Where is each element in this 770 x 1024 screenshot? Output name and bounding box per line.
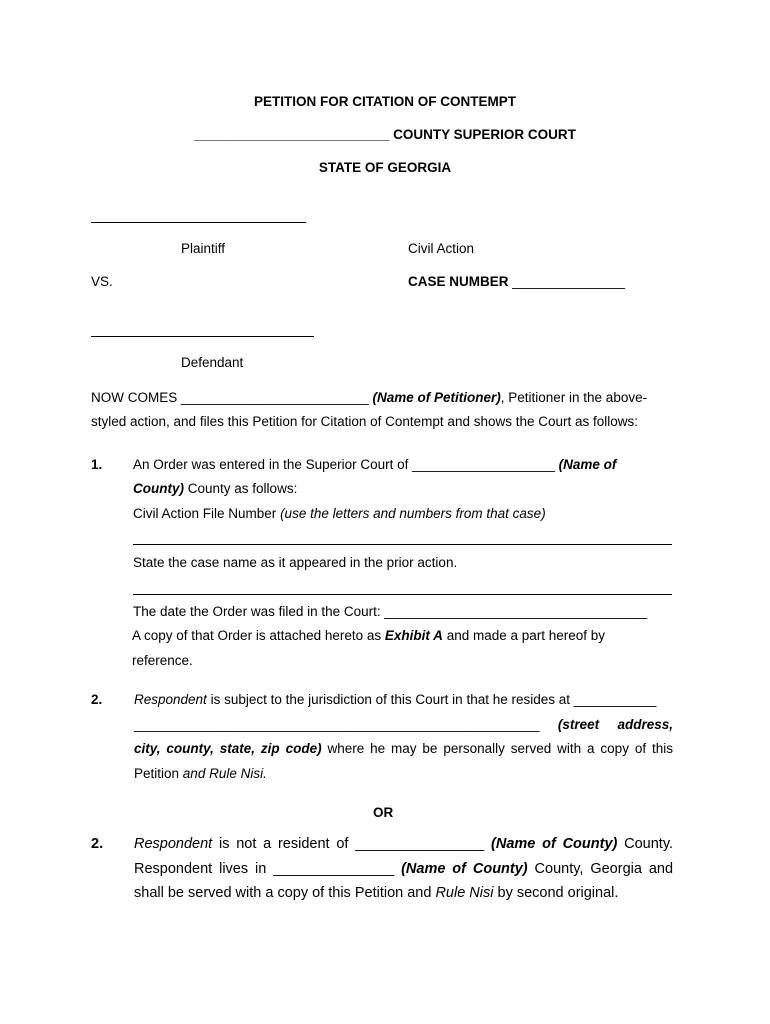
case-number-line <box>408 274 625 290</box>
residence-blank-2[interactable]: ______________________________________________________ <box>134 717 540 732</box>
name-of-petitioner: (Name of Petitioner) <box>372 390 501 405</box>
lives-in-county-blank[interactable]: _______________ <box>273 861 395 877</box>
item-2a-line-4: Petition and Rule Nisi. <box>134 766 267 781</box>
file-number-input-line[interactable] <box>133 544 672 545</box>
item-2b-number: 2. <box>91 836 104 852</box>
document-title: PETITION FOR CITATION OF CONTEMPT <box>254 94 516 109</box>
item-2a-number: 2. <box>91 692 103 707</box>
copy-line: A copy of that Order is attached hereto as Exhibit A and made a part hereof by <box>132 628 606 643</box>
date-filed-blank[interactable]: ___________________________________ <box>384 604 648 619</box>
item-2b-line-3: shall be served with a copy of this Petition and Rule Nisi by second original. <box>134 885 619 901</box>
item-1-line-2: County) County as follows: <box>133 481 298 496</box>
plaintiff-label: Plaintiff <box>181 241 226 256</box>
case-number-label: CASE NUMBER <box>408 274 509 289</box>
court-blank[interactable]: __________________________ <box>194 127 390 142</box>
item-2a-line-2: ______________________________________________________ (street address, <box>134 717 673 732</box>
item-2a-line-1: Respondent is subject to the jurisdiction of this Court in that he resides at ___________ <box>134 692 657 707</box>
vs-label: VS. <box>91 274 113 289</box>
exhibit-a: Exhibit A <box>384 628 443 643</box>
reference-line: reference. <box>132 653 193 668</box>
court-line <box>0 127 770 143</box>
defendant-label: Defendant <box>181 355 244 370</box>
defendant-signature-line[interactable] <box>91 336 314 337</box>
civil-action-label: Civil Action <box>408 241 475 256</box>
item-2b-line-2: Respondent lives in _______________ (Name of County) County, Georgia and <box>134 861 674 877</box>
state-line: STATE OF GEORGIA <box>318 160 452 175</box>
case-name-input-line[interactable] <box>133 594 672 595</box>
item-1-line-1: An Order was entered in the Superior Court of ___________________ (Name of <box>133 457 617 472</box>
now-comes: NOW COMES <box>91 390 178 405</box>
intro-line-1-tail: , Petitioner in the above- <box>500 390 648 405</box>
item-2b-line-1: Respondent is not a resident of ________________ (Name of County) County. <box>134 836 674 852</box>
intro-line-1 <box>91 390 671 406</box>
case-number-blank[interactable]: _______________ <box>512 274 625 289</box>
residence-blank-1[interactable]: ___________ <box>573 692 657 707</box>
plaintiff-signature-line[interactable] <box>91 222 306 223</box>
petitioner-blank[interactable]: _________________________ <box>181 390 369 405</box>
county-blank[interactable]: ___________________ <box>412 457 555 472</box>
item-2a-line-3: city, county, state, zip code) where he may be personally served with a copy of this <box>134 741 673 756</box>
date-filed-line: The date the Order was filed in the Court: ___________________________________ <box>133 604 648 619</box>
case-name-label: State the case name as it appeared in the prior action. <box>133 555 458 570</box>
intro-line-2: styled action, and files this Petition for Citation of Contempt and shows the Court as follows: <box>91 414 639 429</box>
nonresident-county-blank[interactable]: ________________ <box>355 836 485 852</box>
file-number-line: Civil Action File Number (use the letters and numbers from that case) <box>133 506 546 521</box>
item-1-number: 1. <box>91 457 103 472</box>
or-separator: OR <box>373 805 394 820</box>
court-name: COUNTY SUPERIOR COURT <box>393 127 576 142</box>
